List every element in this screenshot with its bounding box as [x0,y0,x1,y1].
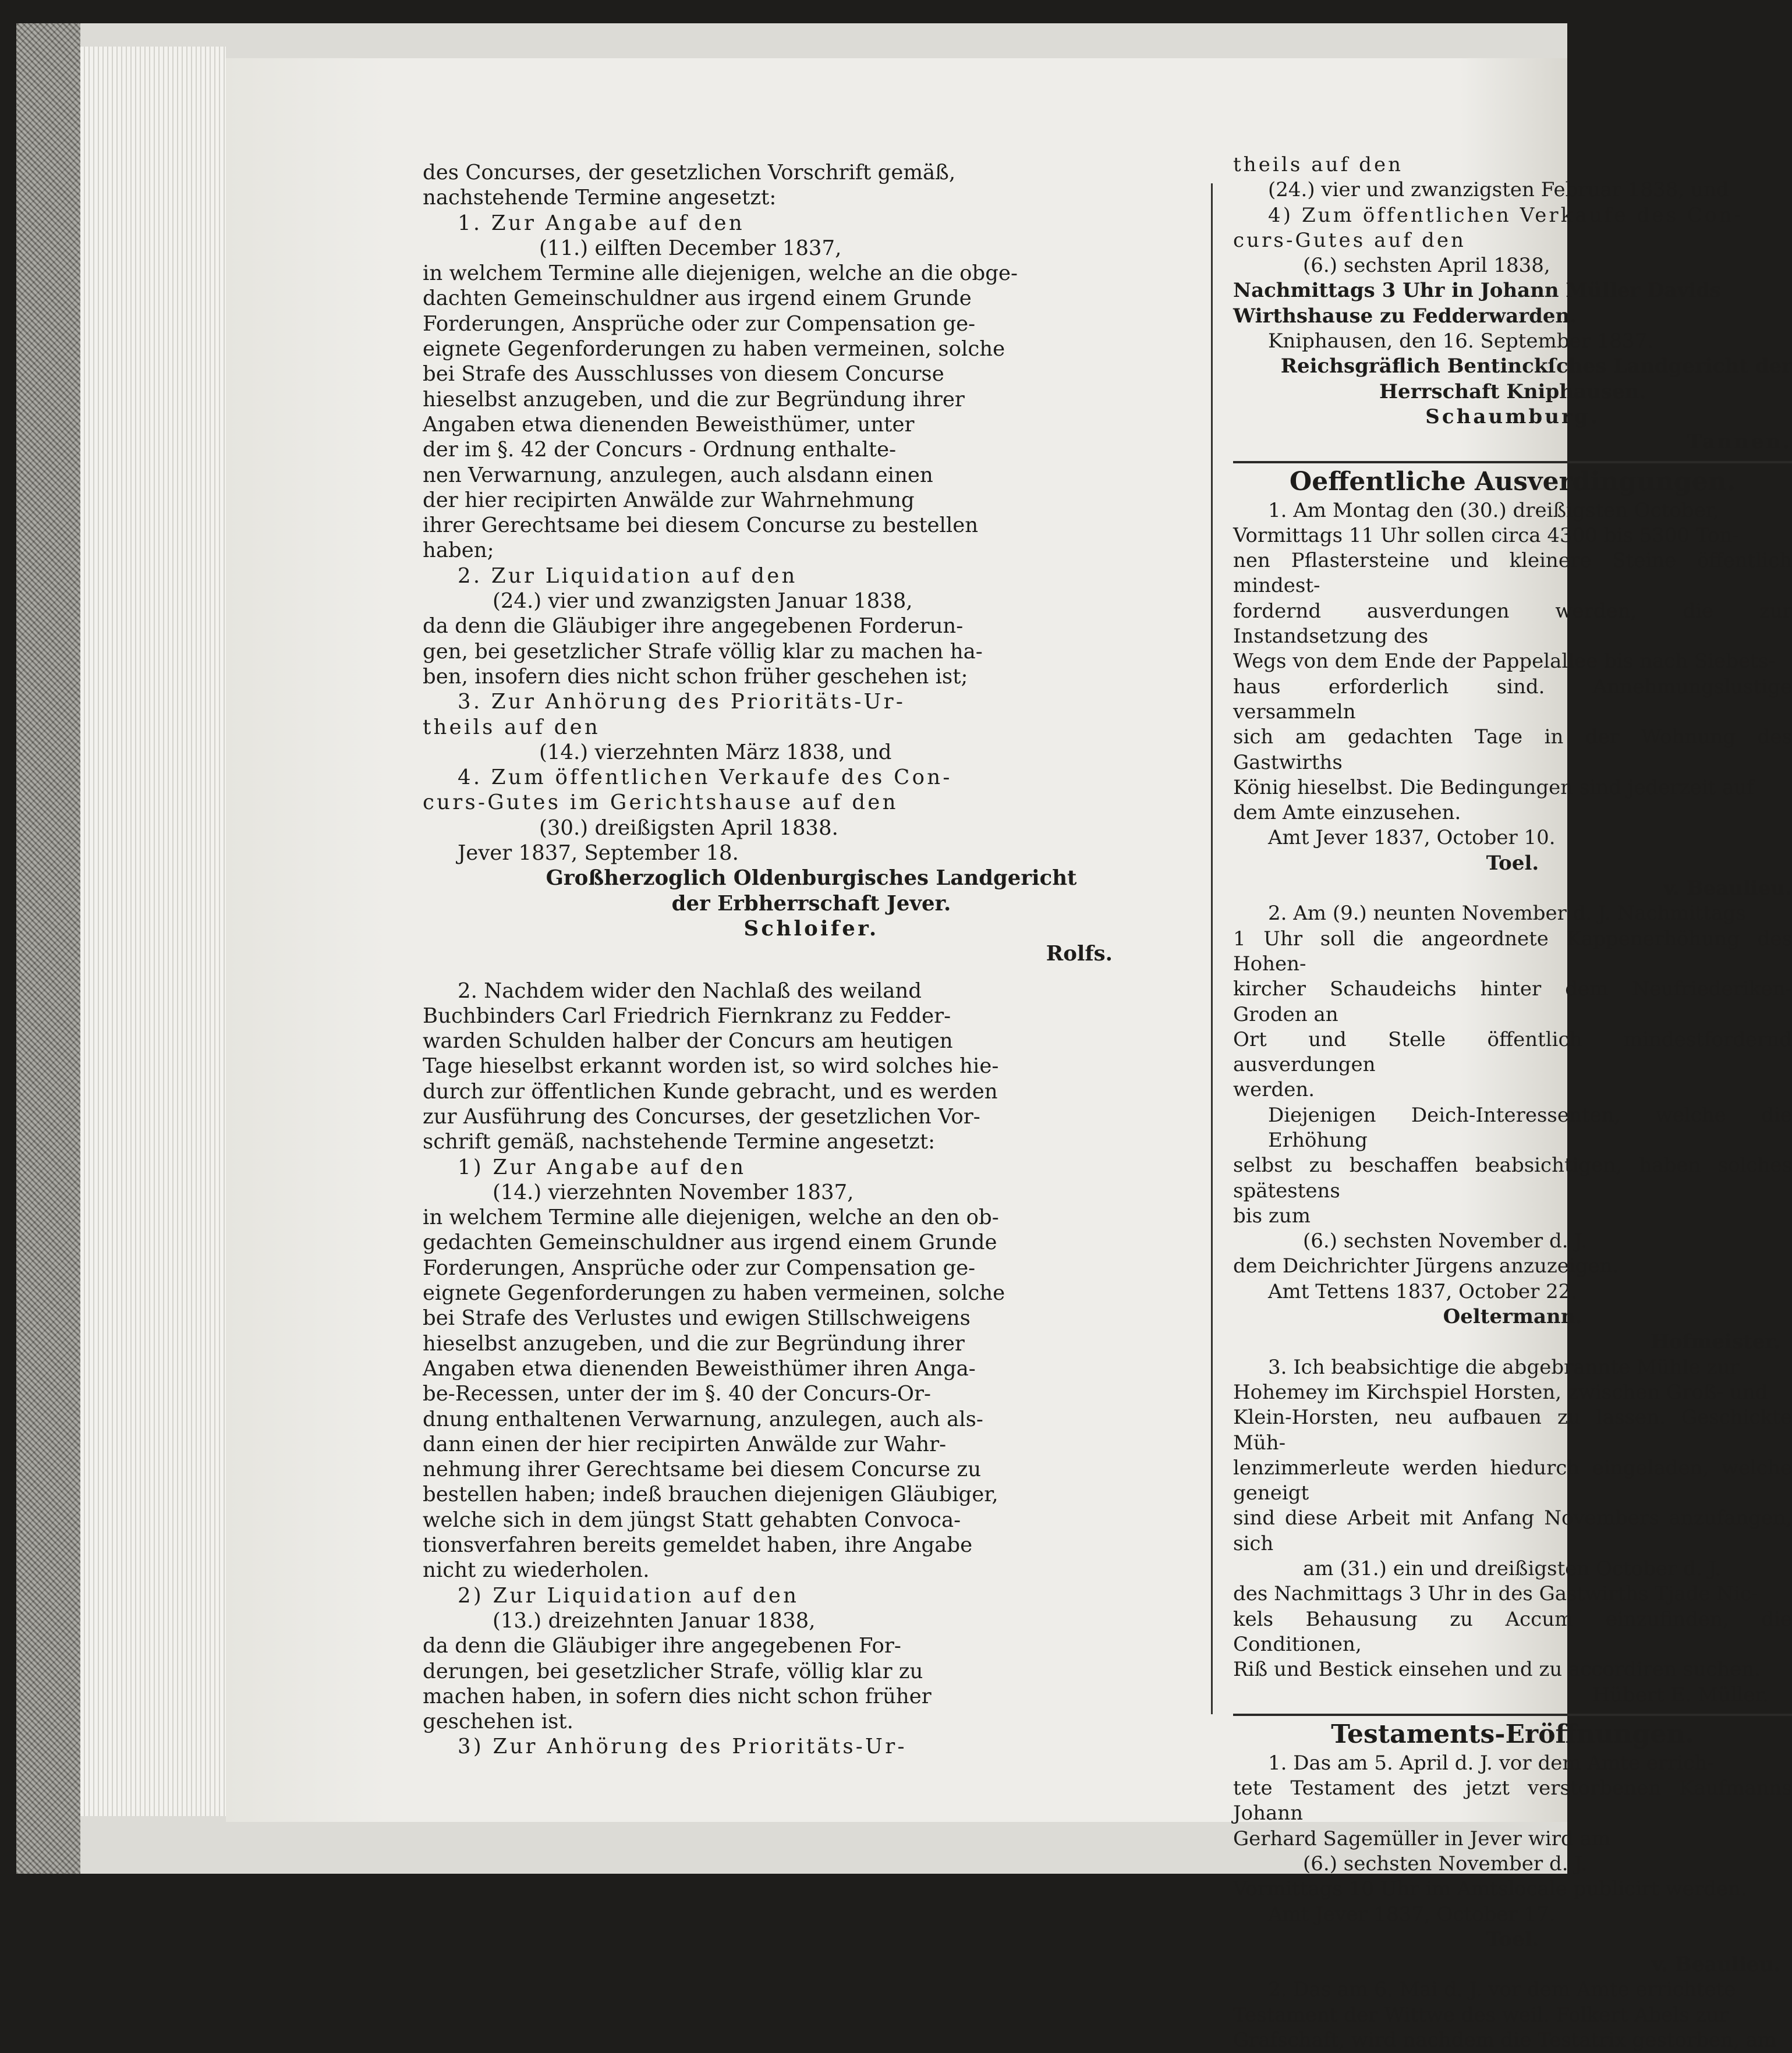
text-line: durch zur öffentlichen Kunde gebracht, und es werden [423,1079,998,1104]
text-line: gen, bei gesetzlicher Strafe völlig klar zu machen ha- [423,639,983,664]
text-line: Forderungen, Ansprüche oder zur Compensation ge- [423,1256,976,1280]
page-edges [80,47,226,1816]
text-line: dachten Gemeinschuldner aus irgend einem Grunde [423,286,972,311]
signature: Toel. [1486,1927,1539,1951]
term-date: am (31.) ein und dreißigsten October d. J. [1303,1557,1722,1581]
term-date: (24.) vier und zwanzigsten Januar 1838, [493,589,913,614]
text-line: kels Behausung zu Accum einzufinden, die Conditionen, [1233,1607,1792,1656]
book-cover-edge [16,23,80,1874]
signature: Hübert E. Müller. [1592,1683,1769,1707]
text-line: tete Testament des jetzt verstorbenen Kaufmanns Johann [1233,1777,1792,1825]
term-date: (13.) dreizehnten Januar 1838, [493,1608,816,1633]
text-line: Forderungen, Ansprüche oder zur Compensation ge- [423,311,976,336]
text-line: selbst zu beschaffen beabsichtigen, haben solches spätestens [1233,1154,1792,1203]
text-line: 1 Uhr soll die angeordnete Kappenerhöhung des Hohen- [1233,927,1792,976]
term-heading: 4. Zum öffentlichen Verkaufe des Con- [458,765,952,790]
text-line: schrift gemäß, nachstehende Termine angesetzt: [423,1130,936,1154]
place-date: Amt Jever 1837, October 17. [1268,1902,1556,1926]
signature: Schloifer. [743,916,879,941]
scanned-page [226,58,1792,2052]
term-heading: 3) Zur Anhörung des Prioritäts-Ur- [458,1735,907,1759]
column-divider [1211,183,1213,1714]
left-column [423,160,1200,1760]
text-line: be-Recessen, unter der im §. 40 der Concurs-Or- [423,1382,931,1406]
section-rule [1233,461,1792,463]
signature: Hofmeister. [1650,1330,1780,1354]
term-heading: 2) Zur Liquidation auf den [458,1583,799,1608]
text-line: Buchbinders Carl Friedrich Fiernkranz zu Fedder- [423,1004,951,1028]
signature: v. Beaulieu. [1663,877,1792,900]
text-line: machen haben, in sofern dies nicht schon früher [423,1684,932,1708]
text-line: Vormittags 10 Uhr im Amtslocale publicirt werden. [1233,1877,1747,1901]
term-heading: 2. Zur Liquidation auf den [458,563,798,588]
text-line: da denn die Gläubiger ihre angegebenen For- [423,1634,901,1658]
text-line: eignete Gegenforderungen zu haben vermeinen, solche [423,1281,1005,1306]
term-heading: 1) Zur Angabe auf den [458,1155,746,1179]
text-line: Grafschaft, wird nachdem die Testatrix gestorben, am [1233,2029,1777,2052]
book [16,23,1792,2052]
signature: Toel. [1486,851,1539,875]
text-line: gedachten Gemeinschuldner aus irgend einem Grunde [423,1231,997,1255]
text-line: eignete Gegenforderungen zu haben vermeinen, solche [423,337,1005,361]
text-line: 3. Ich beabsichtige die abgebrannte Mühle zur [1268,1355,1740,1379]
term-date: (14.) vierzehnten März 1838, und [539,740,892,764]
text-line: Diejenigen Deich-Interessenten, welche die Erhöhung [1268,1103,1792,1152]
text-line: dann einen der hier recipirten Anwälde zur Wahr- [423,1432,947,1456]
place-date: Jever 1837, September 18. [458,841,739,866]
signature: Tannen. [1687,430,1792,454]
text-line: hieselbst anzugeben, und die zur Begründung ihrer [423,1331,965,1356]
text-line: Klein-Horsten, neu aufbauen zu lassen. Geschickte Müh- [1233,1406,1792,1455]
text-line: nen Verwarnung, anzulegen, auch alsdann einen [423,463,933,487]
text-line: Wegs von dem Ende der Pappelallee bis nach Siebets- [1233,650,1775,673]
text-line: nen Pflastersteine und kleinere Steine öffentlich mindest- [1233,549,1792,598]
court-district: der Erbherrschaft Jever. [671,891,951,916]
text-line: nachstehende Termine angesetzt: [423,186,777,210]
text-line: Angaben etwa dienenden Beweisthümer ihren Anga- [423,1356,976,1381]
text-line: Gerhard Sagemüller in Jever wird am [1233,1827,1611,1850]
text-line: haben; [423,538,494,563]
term-date: (14.) vierzehnten November 1837, [493,1180,854,1204]
text-line: 1. Das am 5. April d. J. vor dem Amte errich- [1268,1751,1714,1775]
text-line: fordernd ausverdungen werden, die zur Instandsetzung des [1233,599,1792,648]
text-line: 2. Das am 6. Mai d. J. vor dem Amte errichtete [1268,1978,1736,2002]
signature: Schaumburg. [1425,405,1600,428]
text-line: 1. Am Montag den (30.) dreißigsten October, [1268,498,1720,522]
text-line: Tage hieselbst erkannt worden ist, so wird solches hie- [423,1054,999,1079]
text-line: theils auf den [423,715,601,739]
text-line: tionsverfahren bereits gemeldet haben, ihre Angabe [423,1533,973,1558]
text-line: Hohemey im Kirchspiel Horsten, zwischen Groß- und [1233,1380,1768,1404]
text-line: sich am gedachten Tage in der Wohnung des Gastwirths [1233,725,1792,774]
text-line: Angaben etwa dienenden Beweisthümer, unter [423,412,915,437]
text-line: bestellen haben; indeß brauchen diejenigen Gläubiger, [423,1483,998,1507]
term-date: (6.) sechsten November d. J. [1303,1229,1588,1253]
section-rule [1233,1714,1792,1716]
section-heading: Oeffentliche Ausverdingungen. [1289,466,1736,497]
text-line: warden Schulden halber der Concurs am heutigen [423,1029,953,1054]
text-line: König hieselbst. Die Bedingungen sind jederzeit auf [1233,775,1754,799]
court-district: Herrschaft Kniphausen. [1379,380,1646,403]
term-date: (24.) vier und zwanzigsten Februar 1838, und [1268,178,1729,202]
text-line: Testament der Wittwe des weil. Folkert Abels zur [1233,2003,1729,2027]
text-line: theils auf den [1233,153,1404,176]
text-line: kircher Schaudeichs hinter dem Neufriederiken-Groden an [1233,977,1792,1026]
text-line: dem Amte einzusehen. [1233,801,1461,825]
text-line: der im §. 42 der Concurs - Ordnung enthalte- [423,438,897,462]
place-date: Amt Tettens 1837, October 22. [1268,1279,1578,1303]
term-heading: 3. Zur Anhörung des Prioritäts-Ur- [458,690,906,714]
text-line: des Nachmittags 3 Uhr in des Gastwirths Tjade Nic- [1233,1582,1758,1606]
text-line: Nachmittags 3 Uhr in Johann Müller Davids [1233,279,1722,303]
text-line: bis zum [1233,1204,1311,1228]
text-line: der hier recipirten Anwälde zur Wahrnehmung [423,488,915,512]
term-heading: 4) Zum öffentlichen Verkaufe des Con- [1268,203,1744,227]
text-line: Wirthshause zu Fedderwarden. [1233,304,1577,328]
right-column [1233,153,1792,2053]
term-date: (30.) dreißigsten April 1838. [539,815,838,840]
court-name: Reichsgräflich Bentinckſches Landgericht der [1280,354,1792,378]
section-heading: Testaments-Eröffnungen. [1331,1719,1694,1749]
text-line: in welchem Termine alle diejenigen, welche an die obge- [423,261,1018,286]
place-date: Kniphausen, den 16. September 1837. [1268,329,1654,353]
text-line: des Concurses, der gesetzlichen Vorschrift gemäß, [423,161,956,185]
place-date: Amt Jever 1837, October 10. [1268,826,1556,850]
text-line: bei Strafe des Verlustes und ewigen Stillschweigens [423,1306,971,1331]
text-line: Riß und Bestick einsehen und zu accordiren suchen. [1233,1658,1761,1682]
term-date: (6.) sechsten November d. J. [1303,1852,1588,1875]
text-line: hieselbst anzugeben, und die zur Begründung ihrer [423,387,965,412]
text-line: zur Ausführung des Concurses, der gesetzlichen Vor- [423,1104,980,1129]
text-line: curs-Gutes auf den [1233,228,1467,252]
text-line: in welchem Termine alle diejenigen, welche an den ob- [423,1205,999,1230]
text-line: da denn die Gläubiger ihre angegebenen Forderun- [423,614,964,639]
text-line: 2. Am (9.) neunten November d. J. Nachmittags [1268,902,1746,926]
signature: Oeltermann. [1443,1305,1582,1329]
text-line: ben, insofern dies nicht schon früher geschehen ist; [423,664,968,689]
text-line: lenzimmerleute werden hiedurch eingeladen, welche geneigt [1233,1456,1792,1505]
text-line: bei Strafe des Ausschlusses von diesem Concurse [423,362,944,387]
term-date: (11.) eilften December 1837, [539,236,842,260]
text-line: haus erforderlich sind. Annehmungslustige versammeln [1233,675,1792,724]
text-line: ihrer Gerechtsame bei diesem Concurse zu bestellen [423,513,979,538]
text-line: nicht zu wiederholen. [423,1558,650,1583]
text-line: Ort und Stelle öffentlich mindestfordernd ausverdungen [1233,1027,1792,1077]
text-line: Vormittags 11 Uhr sollen circa 4300 bis 5300 Ton- [1233,523,1739,547]
text-line: dnung enthaltenen Verwarnung, anzulegen, auch als- [423,1407,983,1431]
court-name: Großherzoglich Oldenburgisches Landgericht [546,866,1077,891]
text-line: nehmung ihrer Gerechtsame bei diesem Concurse zu [423,1458,982,1482]
text-line: welche sich in dem jüngst Statt gehabten Convoca- [423,1508,961,1532]
text-line: 2. Nachdem wider den Nachlaß des weiland [458,978,922,1003]
text-line: dem Deichrichter Jürgens anzuzeigen. [1233,1254,1619,1278]
text-line: curs-Gutes im Gerichtshause auf den [423,790,898,815]
signature: v. Beaulieu. [1651,1953,1780,1977]
text-line: geschehen ist. [423,1710,573,1734]
term-date: (6.) sechsten April 1838, [1303,254,1550,278]
text-line: werden. [1233,1078,1315,1102]
term-heading: 1. Zur Angabe auf den [458,211,745,235]
text-line: sind diese Arbeit mit Anfang Novembers anzufangen, sich [1233,1506,1792,1555]
text-line: derungen, bei gesetzlicher Strafe, völlig klar zu [423,1659,923,1683]
signature: Rolfs. [1046,942,1113,966]
